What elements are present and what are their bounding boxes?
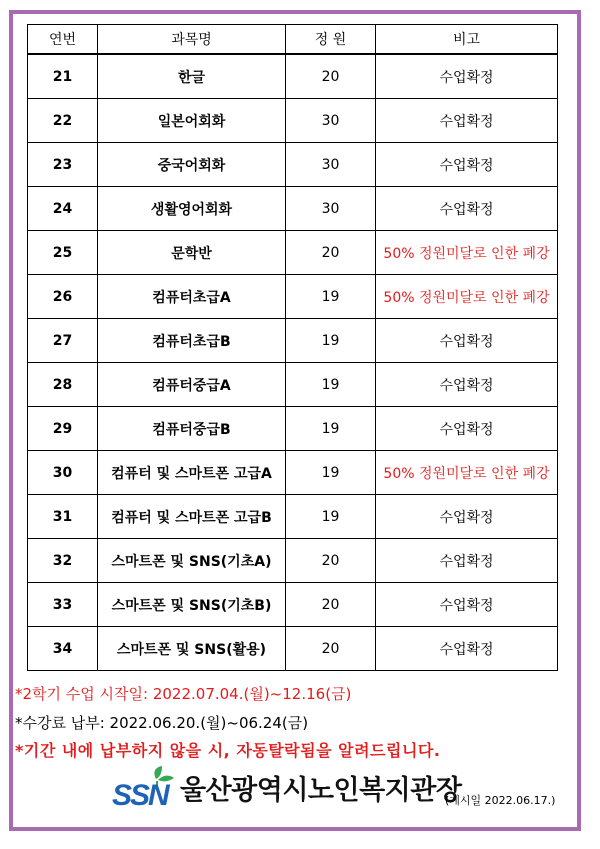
row-capacity: 19 bbox=[286, 319, 376, 363]
row-capacity: 20 bbox=[286, 231, 376, 275]
row-no: 24 bbox=[28, 187, 98, 231]
row-no: 30 bbox=[28, 451, 98, 495]
row-capacity: 30 bbox=[286, 187, 376, 231]
row-subject: 스마트폰 및 SNS(기초A) bbox=[98, 539, 286, 583]
header-no: 연번 bbox=[28, 25, 98, 55]
row-capacity: 20 bbox=[286, 583, 376, 627]
table-row bbox=[28, 363, 558, 407]
row-subject: 컴퓨터 및 스마트폰 고급A bbox=[98, 451, 286, 495]
table-row bbox=[28, 495, 558, 539]
row-no: 21 bbox=[28, 54, 98, 99]
row-note: 수업확정 bbox=[376, 319, 558, 363]
row-no: 32 bbox=[28, 539, 98, 583]
class-table bbox=[27, 24, 558, 671]
row-note: 수업확정 bbox=[376, 627, 558, 671]
row-note: 수업확정 bbox=[376, 99, 558, 143]
row-subject: 스마트폰 및 SNS(활용) bbox=[98, 627, 286, 671]
row-no: 29 bbox=[28, 407, 98, 451]
row-subject: 문학반 bbox=[98, 231, 286, 275]
row-no: 23 bbox=[28, 143, 98, 187]
notice-payment: *수강료 납부: 2022.06.20.(월)~06.24(금) bbox=[15, 714, 309, 732]
table-row bbox=[28, 407, 558, 451]
row-note: 수업확정 bbox=[376, 143, 558, 187]
row-no: 22 bbox=[28, 99, 98, 143]
table-header-row bbox=[28, 25, 558, 55]
row-note: 수업확정 bbox=[376, 407, 558, 451]
row-subject: 일본어회화 bbox=[98, 99, 286, 143]
row-subject: 컴퓨터중급B bbox=[98, 407, 286, 451]
table-row bbox=[28, 275, 558, 319]
row-note: 수업확정 bbox=[376, 187, 558, 231]
row-capacity: 19 bbox=[286, 407, 376, 451]
logo-text: SSN bbox=[112, 779, 168, 809]
table-row bbox=[28, 187, 558, 231]
row-subject: 한글 bbox=[98, 54, 286, 99]
row-note: 50% 정원미달로 인한 폐강 bbox=[376, 275, 558, 319]
row-subject: 컴퓨터중급A bbox=[98, 363, 286, 407]
table-row bbox=[28, 54, 558, 99]
row-capacity: 19 bbox=[286, 363, 376, 407]
row-no: 34 bbox=[28, 627, 98, 671]
org-name: 울산광역시노인복지관장 bbox=[180, 775, 462, 806]
row-note: 수업확정 bbox=[376, 54, 558, 99]
row-capacity: 19 bbox=[286, 275, 376, 319]
header-capacity: 정 원 bbox=[286, 25, 376, 55]
table-row bbox=[28, 231, 558, 275]
row-capacity: 30 bbox=[286, 143, 376, 187]
row-no: 27 bbox=[28, 319, 98, 363]
table-row bbox=[28, 143, 558, 187]
org-logo bbox=[112, 765, 461, 809]
row-subject: 생활영어회화 bbox=[98, 187, 286, 231]
row-no: 31 bbox=[28, 495, 98, 539]
notice-warning: *기간 내에 납부하지 않을 시, 자동탈락됨을 알려드립니다. bbox=[15, 741, 441, 760]
row-subject: 컴퓨터초급B bbox=[98, 319, 286, 363]
row-subject: 컴퓨터 및 스마트폰 고급B bbox=[98, 495, 286, 539]
row-subject: 스마트폰 및 SNS(기초B) bbox=[98, 583, 286, 627]
row-capacity: 30 bbox=[286, 99, 376, 143]
row-no: 25 bbox=[28, 231, 98, 275]
row-note: 50% 정원미달로 인한 폐강 bbox=[376, 231, 558, 275]
table-row bbox=[28, 627, 558, 671]
row-note: 수업확정 bbox=[376, 539, 558, 583]
table-row bbox=[28, 451, 558, 495]
row-no: 26 bbox=[28, 275, 98, 319]
row-note: 수업확정 bbox=[376, 363, 558, 407]
notice-start-date: *2학기 수업 시작일: 2022.07.04.(월)~12.16(금) bbox=[15, 685, 352, 703]
row-note: 수업확정 bbox=[376, 495, 558, 539]
table-row bbox=[28, 99, 558, 143]
row-note: 수업확정 bbox=[376, 583, 558, 627]
row-capacity: 19 bbox=[286, 451, 376, 495]
row-note: 50% 정원미달로 인한 폐강 bbox=[376, 451, 558, 495]
row-capacity: 20 bbox=[286, 539, 376, 583]
row-no: 33 bbox=[28, 583, 98, 627]
table-row bbox=[28, 319, 558, 363]
row-capacity: 19 bbox=[286, 495, 376, 539]
ssn-logo-icon bbox=[112, 765, 178, 809]
row-capacity: 20 bbox=[286, 627, 376, 671]
header-note: 비고 bbox=[376, 25, 558, 55]
row-subject: 컴퓨터초급A bbox=[98, 275, 286, 319]
row-subject: 중국어회화 bbox=[98, 143, 286, 187]
post-date: (게시일 2022.06.17.) bbox=[445, 794, 556, 807]
row-no: 28 bbox=[28, 363, 98, 407]
header-subject: 과목명 bbox=[98, 25, 286, 55]
table-row bbox=[28, 539, 558, 583]
table-row bbox=[28, 583, 558, 627]
row-capacity: 20 bbox=[286, 54, 376, 99]
